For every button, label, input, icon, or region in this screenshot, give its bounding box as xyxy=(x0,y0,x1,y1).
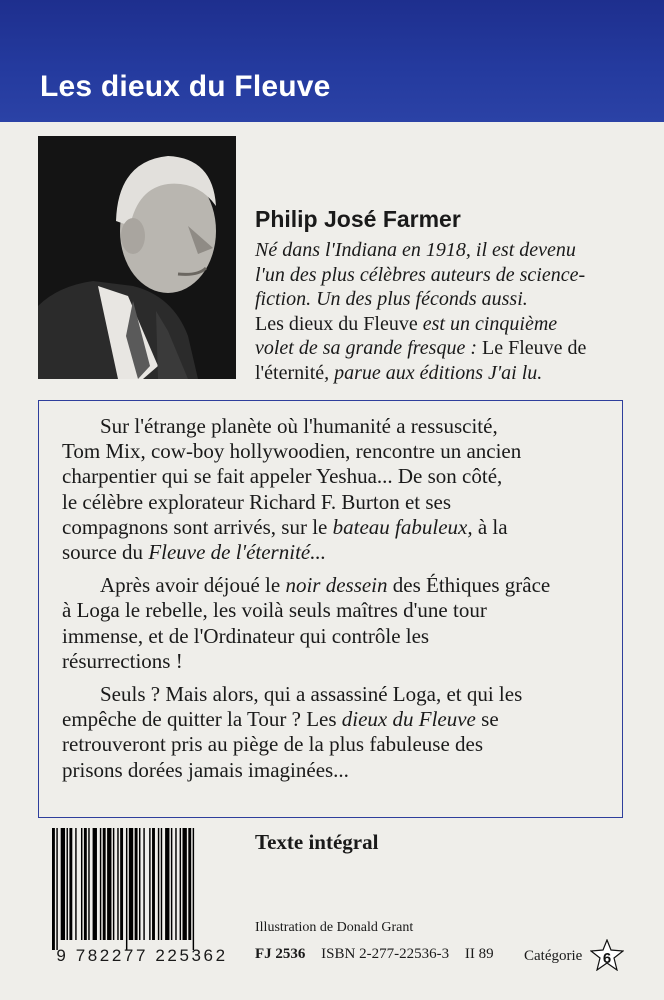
barcode-bar xyxy=(183,828,187,940)
categorie-number: 6 xyxy=(602,950,612,967)
barcode-bar xyxy=(175,828,176,940)
publisher-codes xyxy=(255,946,506,963)
barcode-bar xyxy=(161,828,162,940)
print-code: II 89 xyxy=(464,946,494,962)
author-bio xyxy=(255,238,635,385)
barcode-bar xyxy=(88,828,89,940)
barcode-bar xyxy=(113,828,114,940)
barcode-bar xyxy=(120,828,123,940)
barcode-bar xyxy=(152,828,155,940)
synopsis-paragraph: Seuls ? Mais alors, qui a assassiné Loga, et qui les empêche de quitter la Tour ? Les dieux du Fleuve se retrouveront pris au piège de la plus fabuleuse des prisons dorées jamais imaginées... xyxy=(62,682,523,782)
barcode-bar xyxy=(117,828,118,940)
barcode-bar xyxy=(61,828,65,940)
bio-line: l'un des plus célèbres auteurs de science- xyxy=(255,263,586,286)
barcode-bar xyxy=(100,828,101,940)
star-icon xyxy=(590,939,624,971)
illustration-credit: Illustration de Donald Grant xyxy=(255,920,414,935)
barcode-bar xyxy=(158,828,159,940)
barcode-bar xyxy=(93,828,97,940)
barcode-bar xyxy=(67,828,68,940)
book-title: Les dieux du Fleuve xyxy=(40,70,331,103)
barcode-bar xyxy=(149,828,150,940)
synopsis xyxy=(62,414,618,791)
barcode-bar xyxy=(143,828,144,940)
bio-line: l'éternité, parue aux éditions J'ai lu. xyxy=(255,361,543,384)
barcode-bar xyxy=(103,828,106,940)
barcode xyxy=(50,828,236,950)
bio-line: Né dans l'Indiana en 1918, il est devenu xyxy=(255,239,576,261)
barcode-bar xyxy=(69,828,72,940)
isbn: ISBN 2-277-22536-3 xyxy=(321,946,450,962)
barcode-bar xyxy=(56,828,57,950)
barcode-bar xyxy=(75,828,76,940)
bio-line: fiction. Un des plus féconds aussi. xyxy=(255,288,528,310)
categorie-label: Catégorie xyxy=(524,948,583,964)
author-photo xyxy=(38,136,236,379)
fj-code: FJ 2536 xyxy=(255,946,306,962)
barcode-bar xyxy=(165,828,169,940)
barcode-bar xyxy=(171,828,172,940)
barcode-bar xyxy=(81,828,82,940)
bio-line: volet de sa grande fresque : Le Fleuve de xyxy=(255,337,587,359)
barcode-bar xyxy=(129,828,133,940)
barcode-bar xyxy=(139,828,140,940)
author-name: Philip José Farmer xyxy=(255,206,461,232)
barcode-bar xyxy=(135,828,138,940)
texte-integral: Texte intégral xyxy=(255,830,379,854)
barcode-bar xyxy=(52,828,55,950)
barcode-bar xyxy=(126,828,127,950)
bio-line: Les dieux du Fleuve est un cinquième xyxy=(255,312,558,335)
barcode-digits: 9 782277 225362 xyxy=(56,946,228,965)
barcode-bar xyxy=(84,828,87,940)
barcode-bar xyxy=(188,828,191,940)
barcode-bar xyxy=(107,828,111,940)
barcode-bar xyxy=(193,828,194,950)
synopsis-paragraph: Après avoir déjoué le noir dessein des Éthiques grâce à Loga le rebelle, les voilà seuls maîtres d'une tour immense, et de l'Ordinateur qui contrôle les résurrections ! xyxy=(62,573,551,673)
synopsis-paragraph: Sur l'étrange planète où l'humanité a ressuscité, Tom Mix, cow-boy hollywoodien, rencontre un ancien charpentier qui se fait appeler Yeshua... De son côté, le célèbre explorateur Richard F. Burton et ses compagnons sont arrivés, sur le bateau fabuleux, à la source du Fleuve de l'éternité... xyxy=(62,414,522,565)
barcode-bar xyxy=(180,828,181,940)
